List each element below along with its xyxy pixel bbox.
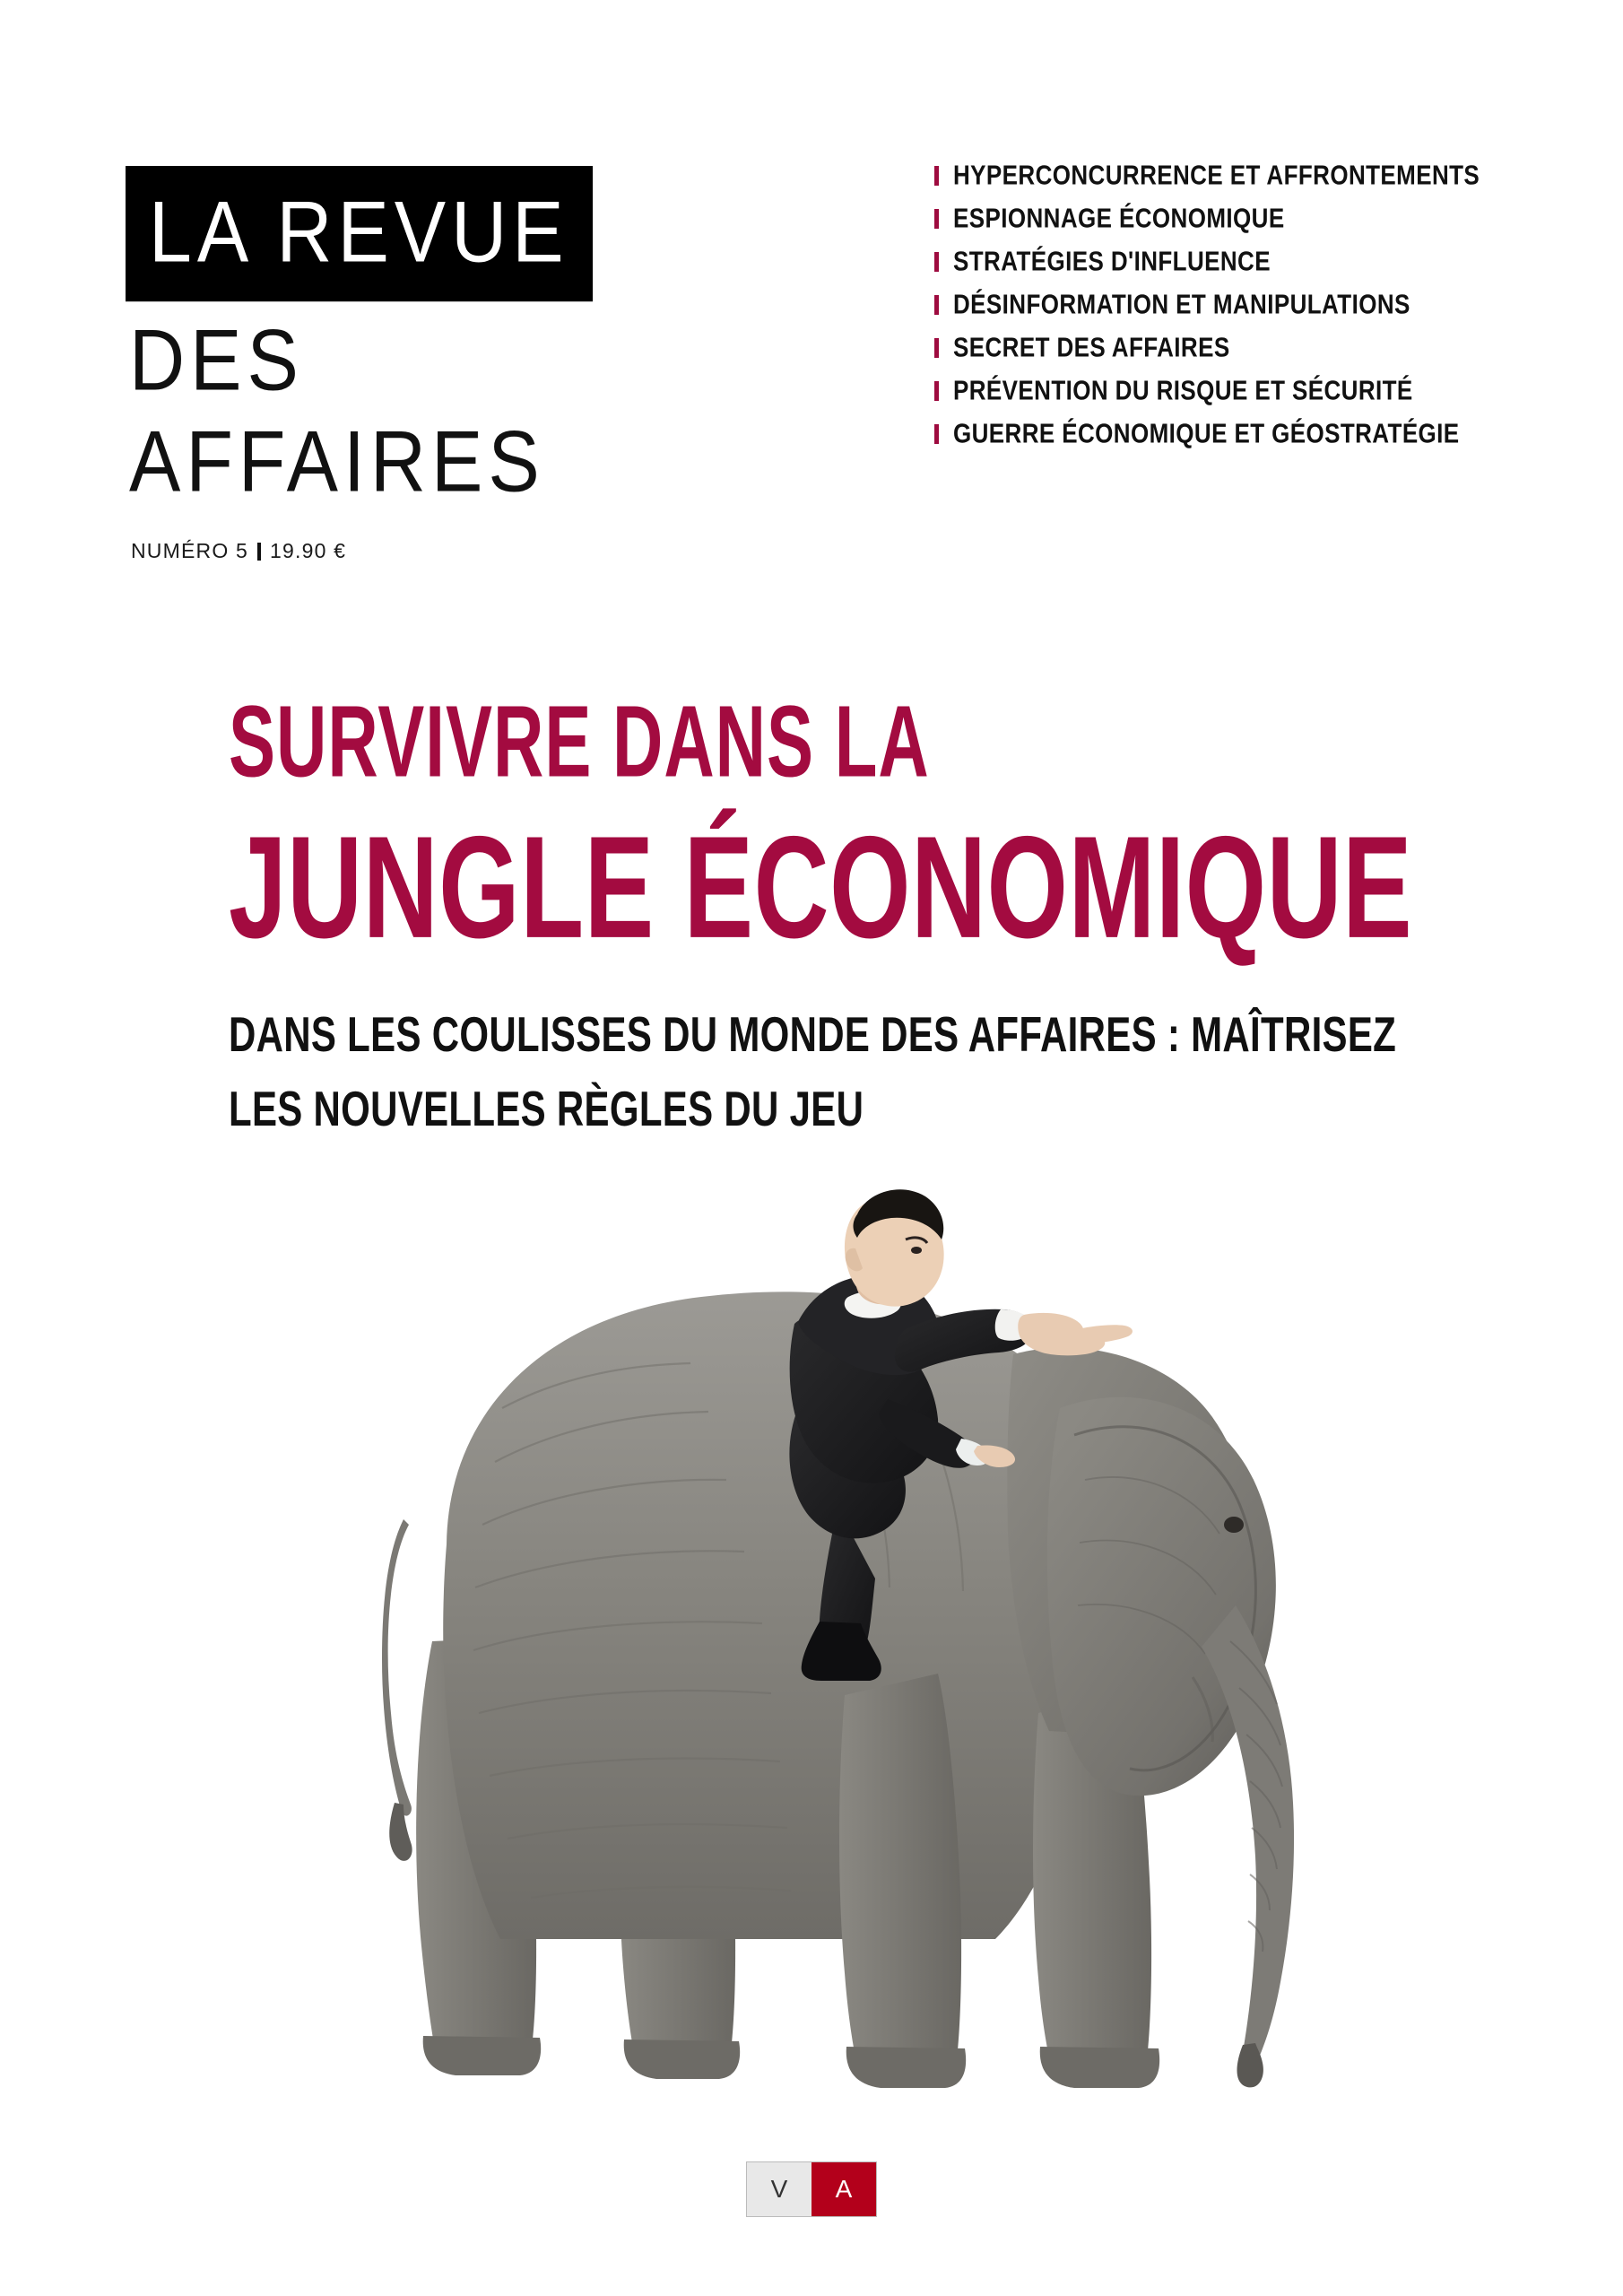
headline-line2: JUNGLE ÉCONOMIQUE — [229, 807, 1413, 970]
headline-line1: SURVIVRE DANS LA — [229, 683, 930, 799]
bullet-icon — [934, 338, 939, 358]
masthead-title-line2: DES AFFAIRES — [129, 312, 545, 511]
list-item — [934, 374, 1508, 406]
topic-label: STRATÉGIES D'INFLUENCE — [953, 245, 1271, 277]
masthead — [126, 166, 699, 563]
cover-headline — [229, 683, 1448, 1136]
topic-list — [934, 161, 1508, 463]
publisher-mark-left: V — [747, 2162, 812, 2216]
bullet-icon — [934, 295, 939, 315]
cover-photo-elephant-with-businessman — [296, 1139, 1506, 2090]
headline-subhead: DANS LES COULISSES DU MONDE DES AFFAIRES : MAÎTRISEZ LES NOUVELLES RÈGLES DU JEU — [229, 1006, 1397, 1136]
list-item — [934, 204, 1508, 232]
issue-separator-icon — [257, 543, 261, 561]
bullet-icon — [934, 209, 939, 229]
list-item — [934, 288, 1508, 320]
list-item — [934, 417, 1508, 449]
issue-number: NUMÉRO 5 — [131, 539, 249, 563]
masthead-title-line1: LA REVUE — [126, 166, 593, 302]
list-item — [934, 245, 1508, 277]
topic-label: ESPIONNAGE ÉCONOMIQUE — [953, 202, 1285, 234]
bullet-icon — [934, 424, 939, 444]
publisher-mark-right: A — [812, 2162, 876, 2216]
bullet-icon — [934, 381, 939, 401]
bullet-icon — [934, 252, 939, 272]
bullet-icon — [934, 166, 939, 186]
issue-info — [126, 539, 699, 563]
topic-label: GUERRE ÉCONOMIQUE ET GÉOSTRATÉGIE — [953, 417, 1460, 449]
list-item — [934, 331, 1508, 363]
topic-label: SECRET DES AFFAIRES — [953, 331, 1230, 363]
topic-label: DÉSINFORMATION ET MANIPULATIONS — [953, 288, 1410, 320]
list-item — [934, 161, 1508, 189]
topic-label: HYPERCONCURRENCE ET AFFRONTEMENTS — [953, 159, 1480, 191]
issue-price: 19.90 € — [270, 539, 347, 563]
publisher-logo — [746, 2161, 877, 2217]
topic-label: PRÉVENTION DU RISQUE ET SÉCURITÉ — [953, 374, 1413, 406]
